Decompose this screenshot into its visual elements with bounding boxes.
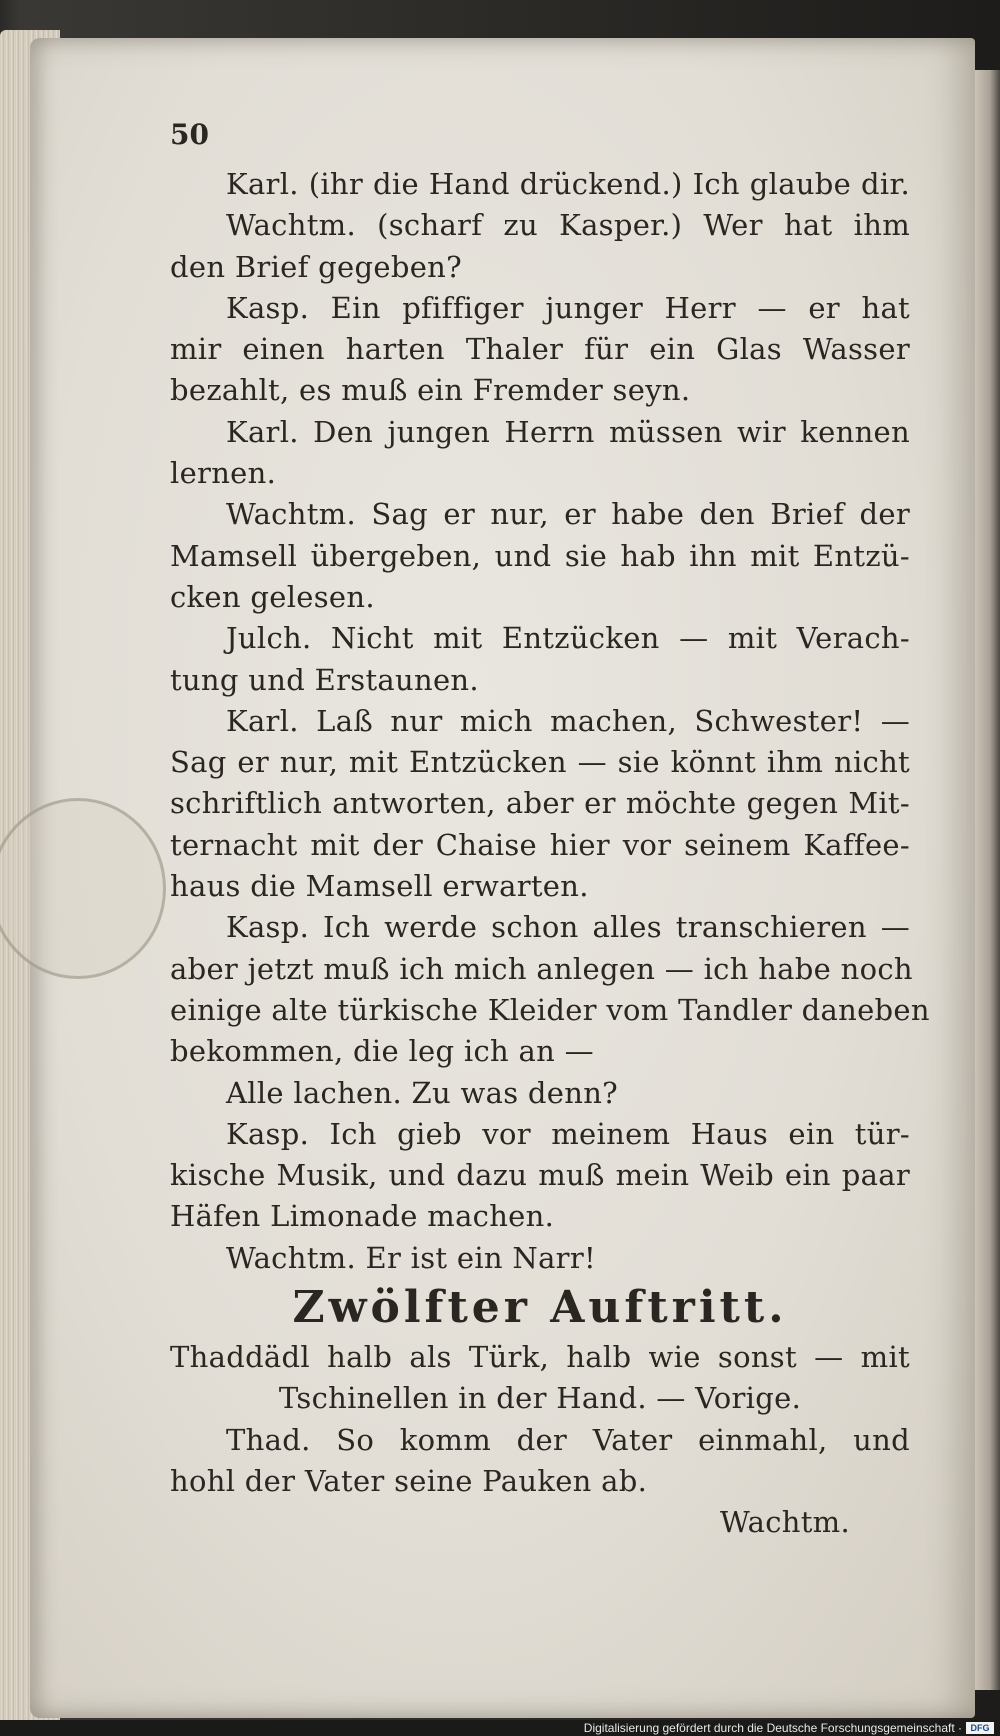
- text-line: Kasp. Ein pfiffiger junger Herr — er hat: [226, 290, 910, 325]
- page-text: [170, 118, 930, 1544]
- text-line: haus die Mamsell erwarten.: [170, 869, 589, 904]
- text-line: Karl. (ihr die Hand drückend.) Ich glaube dir.: [226, 167, 910, 201]
- catchword: Wachtm.: [720, 1505, 850, 1540]
- text-line: bezahlt, es muß ein Fremder seyn.: [170, 373, 691, 408]
- text-line: Karl. Den jungen Herrn müssen wir kennen: [226, 414, 910, 449]
- text-line: schriftlich antworten, aber er möchte gegen Mit-: [170, 786, 910, 821]
- stage-direction-line: Tschinellen in der Hand. — Vorige.: [278, 1381, 802, 1416]
- text-line: aber jetzt muß ich mich anlegen — ich habe noch: [170, 951, 913, 986]
- text-line: bekommen, die leg ich an —: [170, 1034, 594, 1069]
- page-edge-right: [975, 70, 1000, 1690]
- text-line: tung und Erstaunen.: [170, 662, 479, 697]
- footer-bar: [0, 1720, 1000, 1736]
- text-line: Wachtm. (scharf zu Kasper.) Wer hat ihm: [226, 208, 910, 243]
- text-line: Karl. Laß nur mich machen, Schwester! —: [226, 703, 910, 738]
- text-line: Alle lachen. Zu was denn?: [226, 1075, 619, 1110]
- text-line: Thad. So komm der Vater einmahl, und: [226, 1422, 910, 1457]
- text-line: hohl der Vater seine Pauken ab.: [170, 1463, 648, 1498]
- text-line: Häfen Limonade machen.: [170, 1199, 555, 1234]
- text-line: mir einen harten Thaler für ein Glas Wasser: [170, 332, 910, 367]
- stage-direction-line: Thaddädl halb als Türk, halb wie sonst — mit: [170, 1340, 910, 1375]
- text-line: Sag er nur, mit Entzücken — sie könnt ihm nicht: [170, 745, 910, 780]
- text-line: Wachtm. Sag er nur, er habe den Brief der: [226, 497, 910, 532]
- scene-heading: Zwölfter Auftritt.: [292, 1282, 788, 1334]
- digitization-credit: Digitalisierung gefördert durch die Deutsche Forschungsgemeinschaft ·: [583, 1721, 962, 1735]
- text-line: lernen.: [170, 456, 277, 491]
- text-line: Wachtm. Er ist ein Narr!: [226, 1240, 596, 1275]
- text-line: den Brief gegeben?: [170, 249, 462, 284]
- text-line: Kasp. Ich werde schon alles transchieren —: [226, 910, 910, 945]
- text-line: Mamsell übergeben, und sie hab ihn mit Entzü-: [170, 538, 910, 573]
- page-number: 50: [170, 118, 209, 151]
- text-line: kische Musik, und dazu muß mein Weib ein paar: [170, 1158, 910, 1193]
- text-line: Kasp. Ich gieb vor meinem Haus ein tür-: [226, 1116, 910, 1151]
- text-line: Julch. Nicht mit Entzücken — mit Verach-: [226, 621, 910, 656]
- text-line: cken gelesen.: [170, 579, 375, 614]
- dfg-logo-icon: DFG: [966, 1722, 994, 1734]
- bookmark-clip: [0, 798, 166, 979]
- text-line: ternacht mit der Chaise hier vor seinem Kaffee-: [170, 827, 910, 862]
- text-line: einige alte türkische Kleider vom Tandler daneben: [170, 992, 930, 1027]
